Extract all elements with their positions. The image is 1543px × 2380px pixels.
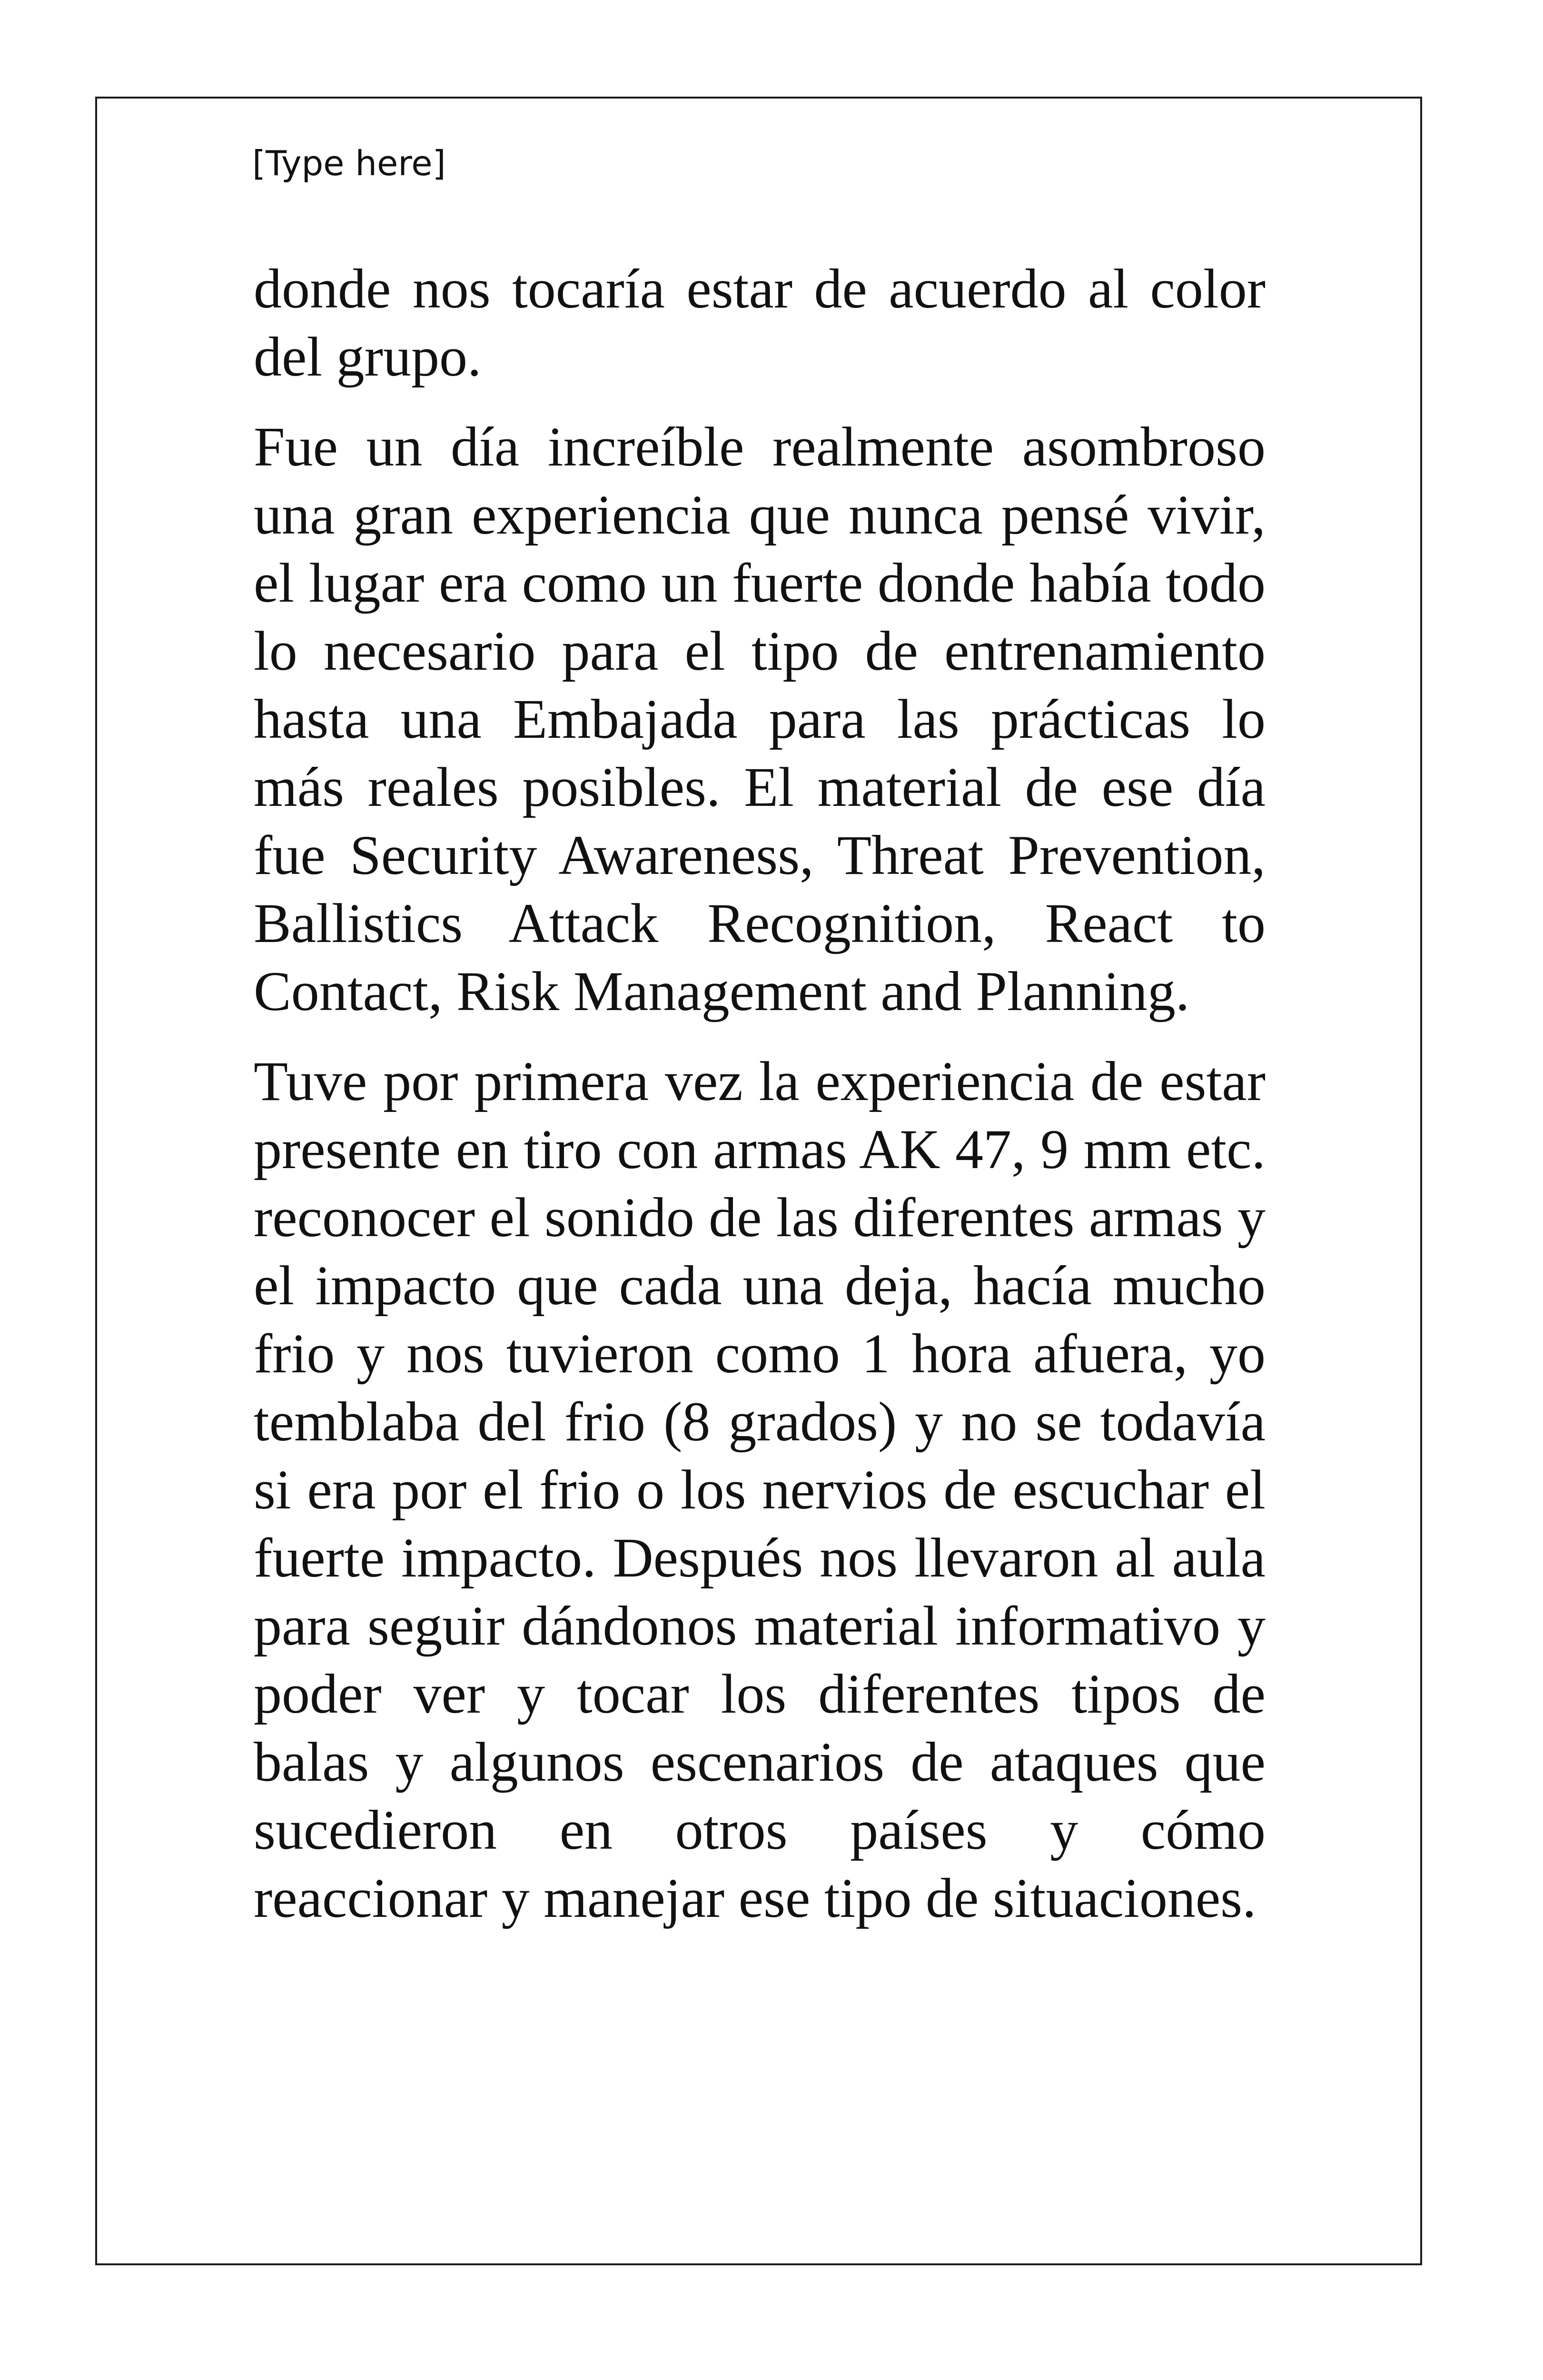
paragraph: donde nos tocaría estar de acuerdo al color del grupo. xyxy=(254,258,1266,388)
header-placeholder[interactable]: [Type here] xyxy=(252,143,446,183)
document-body xyxy=(254,255,1266,1954)
paragraph: Tuve por primera vez la experiencia de estar presente en tiro con armas AK 47, 9 mm etc. reconocer el sonido de las diferentes armas y el impacto que cada una deja, hacía mucho frio y nos tuvieron como 1 hora afuera, yo temblaba del frio (8 grados) y no se todavía si era por el frio o los nervios de escuchar el fuerte impacto. Después nos llevaron al aula para seguir dándonos material informativo y poder ver y tocar los diferentes tipos de balas y algunos escenarios de ataques que sucedieron en otros países y cómo reaccionar y manejar ese tipo de situaciones. xyxy=(254,1050,1266,1929)
paragraph: Fue un día increíble realmente asombroso una gran experiencia que nunca pensé vivir, el lugar era como un fuerte donde había todo lo necesario para el tipo de entrenamiento hasta una Embajada para las prácticas lo más reales posibles. El material de ese día fue Security Awareness, Threat Prevention, Ballistics Attack Recognition, React to Contact, Risk Management and Planning. xyxy=(254,416,1266,1022)
